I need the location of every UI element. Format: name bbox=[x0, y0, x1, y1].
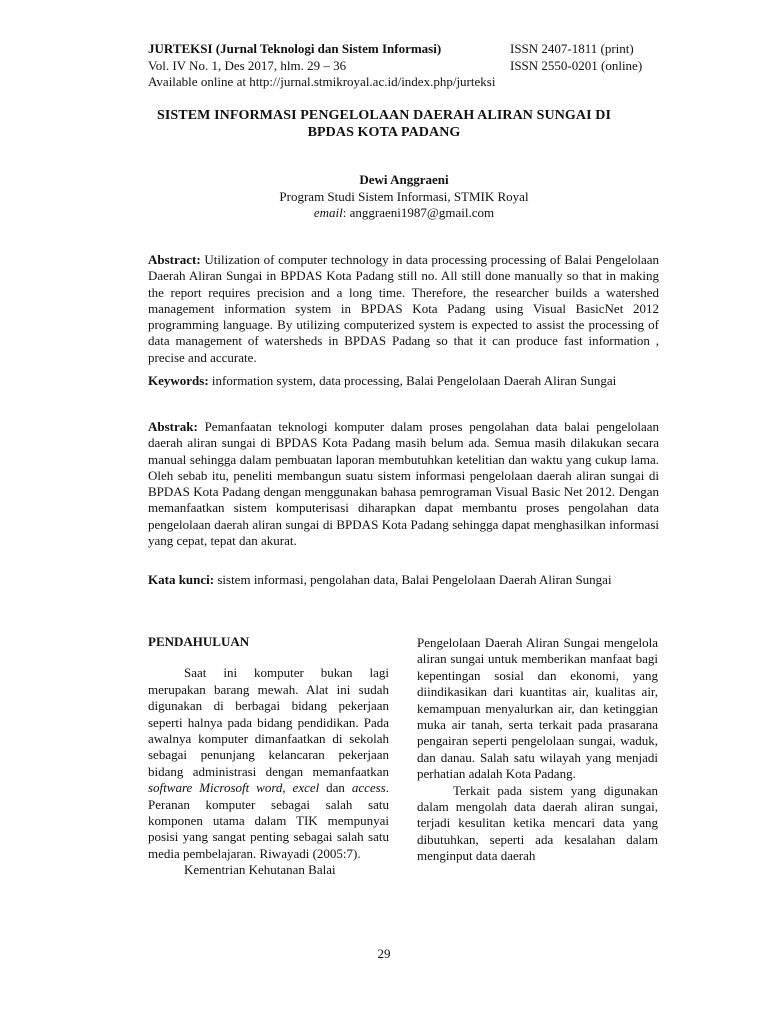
body-text: . Peranan komputer sebagai salah satu komponen utama dalam TIK mempunyai posisi yang sangat penting sebagai salah satu media pembelajaran. Riwayadi (2005:7). bbox=[148, 780, 389, 861]
body-paragraph: Kementrian Kehutanan Balai bbox=[184, 862, 336, 878]
abstract-text: Utilization of computer technology in data processing processing of Balai Pengelolaan Daerah Aliran Sungai in BPDAS Kota Padang still no. All still done manually so that in making the report requires precision and a long time. Therefore, the researcher builds a watershed management information system in BPDAS Kota Padang using Visual BasicNet 2012 programming language. By utilizing computerized system is expected to assist the processing of data management of watersheds in BPDAS Padang so that it can produce fast information , precise and accurate. bbox=[148, 252, 659, 365]
body-paragraph bbox=[148, 665, 389, 862]
abstract-label: Abstract: bbox=[148, 252, 201, 267]
abstrak-label: Abstrak: bbox=[148, 419, 198, 434]
author-email bbox=[148, 205, 660, 222]
paper-title bbox=[120, 107, 648, 141]
section-heading: PENDAHULUAN bbox=[148, 634, 250, 649]
title-line-1: SISTEM INFORMASI PENGELOLAAN DAERAH ALIRAN SUNGAI DI bbox=[156, 108, 612, 123]
keywords-paragraph bbox=[148, 373, 659, 389]
volume-info: Vol. IV No. 1, Des 2017, hlm. 29 – 36 bbox=[148, 57, 347, 73]
body-text: dan bbox=[319, 780, 352, 796]
italic-term: access bbox=[351, 780, 386, 796]
title-line-2: BPDAS KOTA PADANG bbox=[307, 125, 461, 140]
header-row-1 bbox=[148, 41, 660, 58]
body-paragraph: Pengelolaan Daerah Aliran Sungai mengelola aliran sungai untuk memberikan manfaat bagi kepentingan sosial dan ekonomi, yang diindikasikan dari kuantitas air, kualitas air, kemampuan menyalurkan air, dan ketinggian muka air tanah, serta terkait pada prasarana pengairan seperti pengelolaan sungai, waduk, dan danau. Salah satu wilayah yang menjadi perhatian adalah Kota Padang. bbox=[417, 635, 658, 782]
header-row-3 bbox=[148, 74, 660, 91]
journal-header bbox=[148, 41, 660, 91]
kata-kunci-text: sistem informasi, pengolahan data, Balai Pengelolaan Daerah Aliran Sungai bbox=[214, 572, 612, 587]
keywords-text: information system, data processing, Balai Pengelolaan Daerah Aliran Sungai bbox=[208, 373, 617, 388]
issn-print: ISSN 2407-1811 (print) bbox=[510, 41, 634, 56]
italic-term: software Microsoft word, excel bbox=[148, 780, 320, 796]
email-label: email bbox=[313, 205, 343, 220]
journal-name: JURTEKSI (Jurnal Teknologi dan Sistem Informasi) bbox=[148, 41, 442, 56]
keywords-label: Keywords: bbox=[148, 373, 209, 388]
abstrak-paragraph bbox=[148, 419, 659, 549]
body-column-left bbox=[148, 634, 389, 879]
body-column-right bbox=[417, 635, 658, 865]
header-row-2 bbox=[148, 58, 660, 75]
available-online: Available online at http://jurnal.stmikroyal.ac.id/index.php/jurteksi bbox=[148, 74, 496, 89]
author-name: Dewi Anggraeni bbox=[359, 172, 449, 187]
abstrak-text: Pemanfaatan teknologi komputer dalam proses pengolahan data balai pengelolaan daerah aliran sungai di BPDAS Kota Padang masih belum ada. Semua masih dilakukan secara manual sehingga dalam pembuatan laporan membutuhkan ketelitian dan waktu yang cukup lama. Oleh sebab itu, peneliti membangun suatu sistem informasi pengelolaan daerah aliran sungai di BPDAS Kota Padang dengan menggunakan bahasa pemrograman Visual Basic Net 2012. Dengan memanfaatkan sistem komputerisasi diharapkan dapat membantu proses pengolahan data pengelolaan daerah aliran sungai di BPDAS Kota Padang sehingga dapat menghasilkan informasi yang cepat, tepat dan akurat. bbox=[148, 419, 659, 549]
author-block bbox=[148, 172, 660, 222]
issn-online: ISSN 2550-0201 (online) bbox=[510, 57, 643, 73]
kata-kunci-paragraph bbox=[148, 572, 659, 588]
body-paragraph: Terkait pada sistem yang digunakan dalam mengolah data daerah aliran sungai, terjadi kesulitan ketika mencari data yang dibutuhkan, seperti ada kesalahan dalam menginput data daerah bbox=[417, 782, 658, 864]
abstract-paragraph bbox=[148, 252, 659, 366]
email-value: : anggraeni1987@gmail.com bbox=[342, 205, 495, 220]
kata-kunci-label: Kata kunci: bbox=[148, 572, 215, 587]
page-number: 29 bbox=[377, 946, 391, 961]
body-text: Saat ini komputer bukan lagi merupakan barang mewah. Alat ini sudah digunakan di berbagai bidang pekerjaan seperti halnya pada bidang pendidikan. Pada awalnya komputer dimanfaatkan di sekolah sebagai penunjang kelancaran pekerjaan bidang administrasi dengan memanfaatkan bbox=[148, 665, 389, 779]
author-affiliation: Program Studi Sistem Informasi, STMIK Royal bbox=[279, 188, 529, 204]
